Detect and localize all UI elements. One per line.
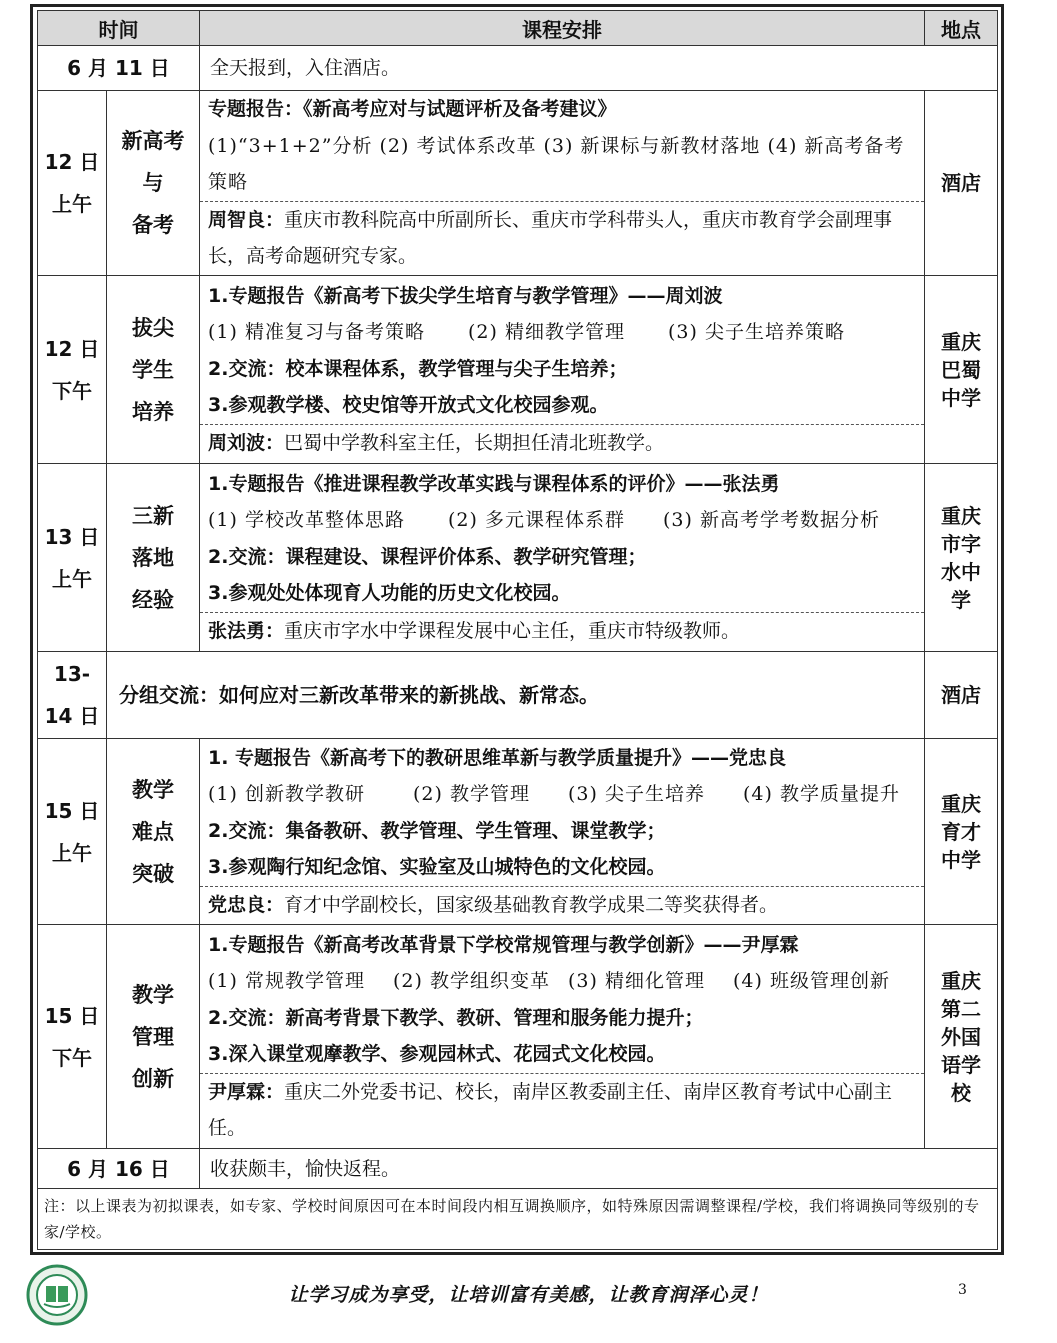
date-cell [38, 925, 107, 1149]
subtopic: (1) 精准复习与备考策略 [208, 321, 425, 344]
location-cell: 酒店 [925, 652, 998, 739]
location-line: 外国 [941, 1024, 981, 1049]
topic-line: 与 [142, 171, 164, 195]
session-title: 专题报告：《新高考应对与试题评析及备考建议》 [208, 98, 617, 121]
header-schedule: 课程安排 [200, 11, 925, 46]
date-cell [38, 91, 107, 276]
date-cell [38, 464, 107, 652]
location-cell [925, 276, 998, 464]
speaker-desc: 育才中学副校长，国家级基础教育教学成果二等奖获得者。 [284, 893, 779, 916]
location-cell: 酒店 [925, 91, 998, 276]
speaker-bio [200, 612, 924, 650]
subtopic: (1) 常规教学管理 [208, 970, 365, 992]
subtopic: (1) 创新教学教研 [208, 783, 365, 806]
content-cell: 收获颇丰，愉快返程。 [200, 1149, 998, 1189]
topic-line: 突破 [132, 861, 174, 886]
table-row [38, 925, 998, 1149]
date-period: 下午 [52, 378, 92, 403]
table-row [38, 1149, 998, 1189]
exchange-item: 2.交流：新高考背景下教学、教研、管理和服务能力提升； [208, 1006, 704, 1029]
subtopic: (3) 新高考学考数据分析 [663, 509, 880, 532]
speaker-name: 张法勇： [208, 619, 285, 642]
topic-line: 拔尖 [132, 315, 174, 340]
location-line: 重庆 [941, 968, 981, 993]
subtopic: (2) 教学组织变革 [393, 970, 550, 992]
topic-line: 教学 [132, 982, 174, 1007]
content-cell [200, 464, 925, 652]
location-line: 重庆 [941, 329, 981, 354]
subtopic: (4) 班级管理创新 [733, 970, 890, 992]
exchange-item: 2.交流：集备教研、教学管理、学生管理、课堂教学； [208, 819, 666, 842]
note-row [38, 1189, 998, 1250]
date-cell [38, 276, 107, 464]
date-day: 15 日 [44, 798, 100, 823]
session-subtopics [208, 776, 916, 813]
table-row [38, 46, 998, 91]
content-cell: 分组交流：如何应对三新改革带来的新挑战、新常态。 [107, 652, 925, 739]
date-cell [38, 652, 107, 739]
footnote: 注：以上课表为初拟课表，如专家、学校时间原因可在本时间段内相互调换顺序，如特殊原因需调整课程/学校，我们将调换同等级别的专家/学校。 [38, 1189, 998, 1250]
topic-cell [107, 276, 200, 464]
subtopic: (2) 教学管理 [413, 783, 530, 806]
date-period: 下午 [52, 1045, 92, 1070]
content-cell: 全天报到，入住酒店。 [200, 46, 998, 91]
speaker-name: 尹厚霖： [208, 1080, 285, 1103]
subtopic: (4) 教学质量提升 [743, 783, 900, 806]
subtopic: (1) 学校改革整体思路 [208, 509, 405, 532]
location-cell [925, 464, 998, 652]
subtopic: (3) 尖子生培养策略 [668, 321, 845, 344]
visit-item: 3.参观教学楼、校史馆等开放式文化校园参观。 [208, 394, 609, 417]
topic-line: 学生 [132, 357, 174, 382]
schedule-table [37, 10, 998, 1250]
speaker-bio [200, 886, 924, 924]
session-subtopics [208, 502, 916, 539]
subtopic: (3) 尖子生培养 [568, 783, 705, 806]
topic-line: 管理 [132, 1024, 174, 1049]
speaker-name: 周智良： [208, 208, 285, 231]
topic-cell [107, 464, 200, 652]
subtopic: (2) 多元课程体系群 [448, 509, 625, 532]
speaker-bio [200, 424, 924, 462]
location-line: 语学 [941, 1052, 981, 1077]
footer-slogan: 让学习成为享受，让培训富有美感，让教育润泽心灵！ [288, 1284, 769, 1306]
visit-item: 3.参观处处体现育人功能的历史文化校园。 [208, 582, 571, 605]
location-line: 中学 [941, 847, 981, 872]
date-cell [38, 739, 107, 925]
subtopic: (3) 精细化管理 [568, 970, 705, 992]
header-row [38, 11, 998, 46]
content-cell [200, 925, 925, 1149]
date-day: 13 日 [44, 524, 100, 549]
topic-line: 创新 [132, 1066, 174, 1091]
location-line: 重庆 [941, 791, 981, 816]
table-row [38, 464, 998, 652]
location-line: 重庆 [941, 503, 981, 528]
date-cell: 6 月 16 日 [38, 1149, 200, 1189]
date-cell: 6 月 11 日 [38, 46, 200, 91]
topic-line: 落地 [132, 545, 174, 570]
topic-cell [107, 91, 200, 276]
content-cell [200, 739, 925, 925]
speaker-bio [200, 1073, 924, 1147]
content-cell [200, 91, 925, 276]
date-period: 14 日 [44, 704, 100, 728]
speaker-desc: 巴蜀中学教科室主任，长期担任清北班教学。 [284, 431, 665, 454]
page-footer [0, 1270, 1057, 1330]
speaker-desc: 重庆二外党委书记、校长，南岸区教委副主任、南岸区教育考试中心副主任。 [208, 1080, 893, 1139]
date-day: 15 日 [44, 1003, 100, 1028]
table-row [38, 91, 998, 276]
date-period: 上午 [52, 840, 92, 865]
speaker-bio [200, 201, 924, 275]
date-day: 12 日 [44, 336, 100, 361]
visit-item: 3.参观陶行知纪念馆、实验室及山城特色的文化校园。 [208, 856, 666, 879]
subtopic: (2) 精细教学管理 [468, 321, 625, 344]
header-location: 地点 [925, 11, 998, 46]
speaker-name: 周刘波： [208, 431, 285, 454]
session-subtopics [208, 963, 916, 1000]
location-line: 学 [951, 587, 971, 612]
session-subtopics: (1)“3+1+2”分析 (2) 考试体系改革 (3) 新课标与新教材落地 (4) 新高考备考策略 [208, 134, 905, 194]
date-period: 上午 [52, 566, 92, 591]
location-line: 水中 [941, 559, 981, 584]
session-title: 1. 专题报告《新高考下的教研思维革新与教学质量提升》——党忠良 [208, 746, 787, 769]
location-line: 育才 [941, 819, 981, 844]
location-line: 中学 [941, 385, 981, 410]
table-row [38, 276, 998, 464]
table-row [38, 652, 998, 739]
speaker-name: 党忠良： [208, 893, 285, 916]
session-title: 1.专题报告《新高考改革背景下学校常规管理与教学创新》——尹厚霖 [208, 933, 799, 956]
location-line: 巴蜀 [941, 357, 981, 382]
exchange-item: 2.交流：校本课程体系，教学管理与尖子生培养； [208, 357, 628, 380]
location-cell [925, 739, 998, 925]
exchange-item: 2.交流：课程建设、课程评价体系、教学研究管理； [208, 545, 647, 568]
location-cell [925, 925, 998, 1149]
topic-line: 教学 [132, 777, 174, 802]
topic-line: 经验 [132, 587, 174, 612]
topic-line: 培养 [132, 399, 174, 424]
session-title: 1.专题报告《推进课程教学改革实践与课程体系的评价》——张法勇 [208, 472, 780, 495]
header-time: 时间 [38, 11, 200, 46]
speaker-desc: 重庆市教科院高中所副所长、重庆市学科带头人，重庆市教育学会副理事长，高考命题研究专家。 [208, 208, 893, 268]
speaker-desc: 重庆市字水中学课程发展中心主任，重庆市特级教师。 [284, 619, 741, 642]
content-cell [200, 276, 925, 464]
location-line: 校 [951, 1080, 971, 1105]
topic-cell [107, 925, 200, 1149]
date-day: 13- [53, 662, 91, 686]
date-day: 12 日 [44, 150, 100, 174]
schedule-table-wrapper [37, 10, 997, 1250]
session-subtopics [208, 314, 916, 351]
topic-line: 三新 [132, 503, 174, 528]
session-title: 1.专题报告《新高考下拔尖学生培育与教学管理》——周刘波 [208, 284, 723, 307]
visit-item: 3.深入课堂观摩教学、参观园林式、花园式文化校园。 [208, 1043, 666, 1065]
location-line: 市字 [941, 531, 981, 556]
topic-line: 新高考 [121, 129, 185, 153]
page-number: 3 [958, 1282, 967, 1298]
date-period: 上午 [52, 192, 92, 216]
table-row [38, 739, 998, 925]
topic-line: 难点 [132, 819, 174, 844]
topic-cell [107, 739, 200, 925]
location-line: 第二 [941, 996, 981, 1021]
topic-line: 备考 [132, 213, 174, 237]
